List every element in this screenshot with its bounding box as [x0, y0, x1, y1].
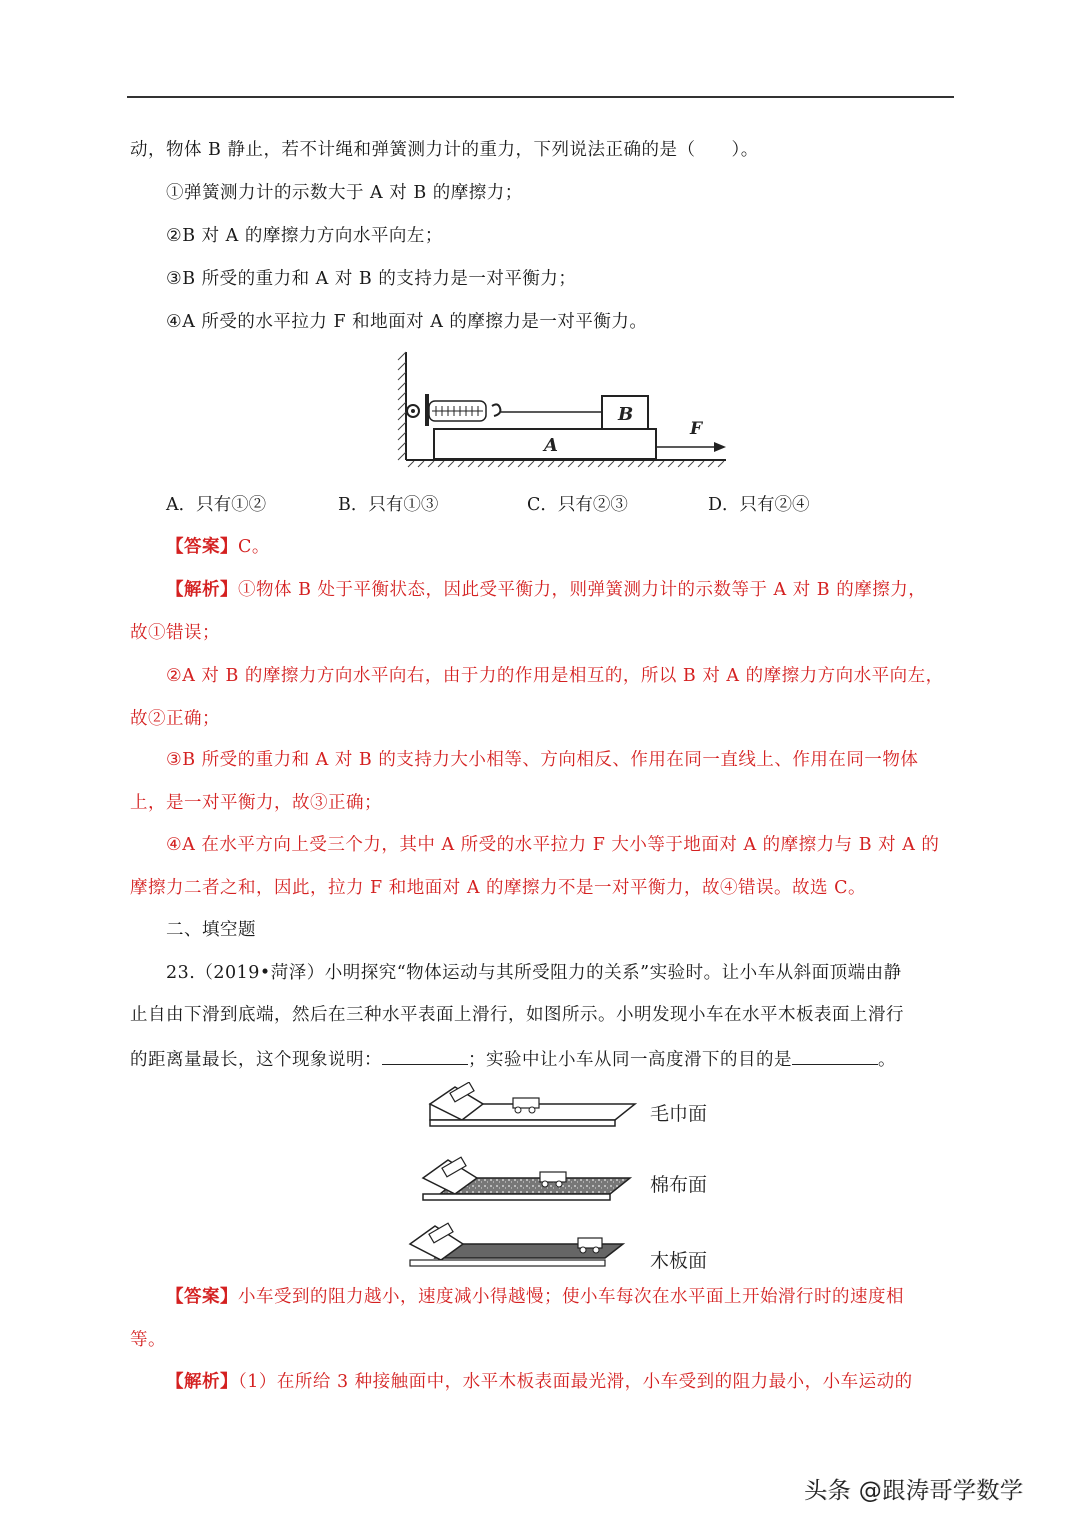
- question-23-text-b: ；实验中让小车从同一高度滑下的目的是: [468, 1050, 792, 1070]
- answer-blank-2[interactable]: [792, 1046, 878, 1065]
- answer-tag: 【答案】: [166, 537, 238, 557]
- wood-surface-setup: [410, 1223, 623, 1266]
- towel-surface-setup: [430, 1082, 635, 1126]
- analysis-23-line-1: [166, 1370, 913, 1394]
- watermark: 头条 @跟涛哥学数学: [804, 1478, 1024, 1504]
- force-f-label: F: [690, 419, 703, 439]
- question-stem-tail: 动，物体 B 静止，若不计绳和弹簧测力计的重力，下列说法正确的是（ ）。: [130, 140, 759, 160]
- analysis-text: （1）在所给 3 种接触面中，水平木板表面最光滑，小车受到的阻力最小，小车运动的: [238, 1372, 913, 1392]
- analysis-22-line-2: 故①错误；: [130, 623, 220, 643]
- option-c: C．只有②③: [527, 495, 628, 515]
- question-23-line-2: 止自由下滑到底端，然后在三种水平表面上滑行，如图所示。小明发现小车在水平木板表面上滑行: [130, 1005, 904, 1025]
- analysis-22-line-7: ④A 在水平方向上受三个力，其中 A 所受的水平拉力 F 大小等于地面对 A 的摩擦力与 B 对 A 的: [166, 835, 940, 855]
- answer-23-line-2: 等。: [130, 1330, 166, 1350]
- cotton-surface-setup: [423, 1157, 630, 1200]
- question-23-line-3: [130, 1046, 896, 1072]
- answer-23-line-1: [166, 1285, 904, 1309]
- statement-1: ①弹簧测力计的示数大于 A 对 B 的摩擦力；: [166, 183, 523, 203]
- option-a: A．只有①②: [166, 495, 267, 515]
- answer-value: C。: [238, 537, 270, 557]
- analysis-text: ①物体 B 处于平衡状态，因此受平衡力，则弹簧测力计的示数等于 A 对 B 的摩擦力，: [238, 580, 927, 600]
- analysis-22-line-4: 故②正确；: [130, 709, 220, 729]
- analysis-tag: 【解析】: [166, 1372, 238, 1392]
- section-title: 二、填空题: [166, 920, 256, 940]
- statement-2: ②B 对 A 的摩擦力方向水平向左；: [166, 226, 443, 246]
- analysis-22-line-3: ②A 对 B 的摩擦力方向水平向右，由于力的作用是相互的，所以 B 对 A 的摩擦力方向水平向左，: [166, 666, 944, 686]
- question-23-text-c: 。: [878, 1050, 896, 1070]
- friction-diagram: [396, 350, 728, 468]
- answer-22: [166, 535, 270, 559]
- block-b-label: B: [618, 404, 634, 425]
- block-a-label: A: [544, 435, 558, 456]
- towel-surface-label: 毛巾面: [650, 1103, 708, 1125]
- wood-surface-label: 木板面: [650, 1250, 708, 1272]
- question-23-line-1: 23.（2019•菏泽）小明探究“物体运动与其所受阻力的关系”实验时。让小车从斜面顶端由静: [166, 963, 902, 983]
- question-23-text-a: 的距离量最长，这个现象说明：: [130, 1050, 382, 1070]
- option-d: D．只有②④: [708, 495, 810, 515]
- answer-text: 小车受到的阻力越小，速度减小得越慢；使小车每次在水平面上开始滑行时的速度相: [238, 1287, 904, 1307]
- statement-3: ③B 所受的重力和 A 对 B 的支持力是一对平衡力；: [166, 269, 577, 289]
- cotton-surface-label: 棉布面: [650, 1174, 708, 1196]
- answer-tag: 【答案】: [166, 1287, 238, 1307]
- header-rule: [127, 96, 954, 98]
- analysis-22-line-1: [166, 578, 926, 602]
- analysis-22-line-8: 摩擦力二者之和，因此，拉力 F 和地面对 A 的摩擦力不是一对平衡力，故④错误。故选 C。: [130, 878, 866, 898]
- option-b: B．只有①③: [338, 495, 439, 515]
- analysis-22-line-5: ③B 所受的重力和 A 对 B 的支持力大小相等、方向相反、作用在同一直线上、作用在同一物体: [166, 750, 919, 770]
- analysis-22-line-6: 上，是一对平衡力，故③正确；: [130, 793, 382, 813]
- analysis-tag: 【解析】: [166, 580, 238, 600]
- answer-blank-1[interactable]: [382, 1046, 468, 1065]
- statement-4: ④A 所受的水平拉力 F 和地面对 A 的摩擦力是一对平衡力。: [166, 312, 648, 332]
